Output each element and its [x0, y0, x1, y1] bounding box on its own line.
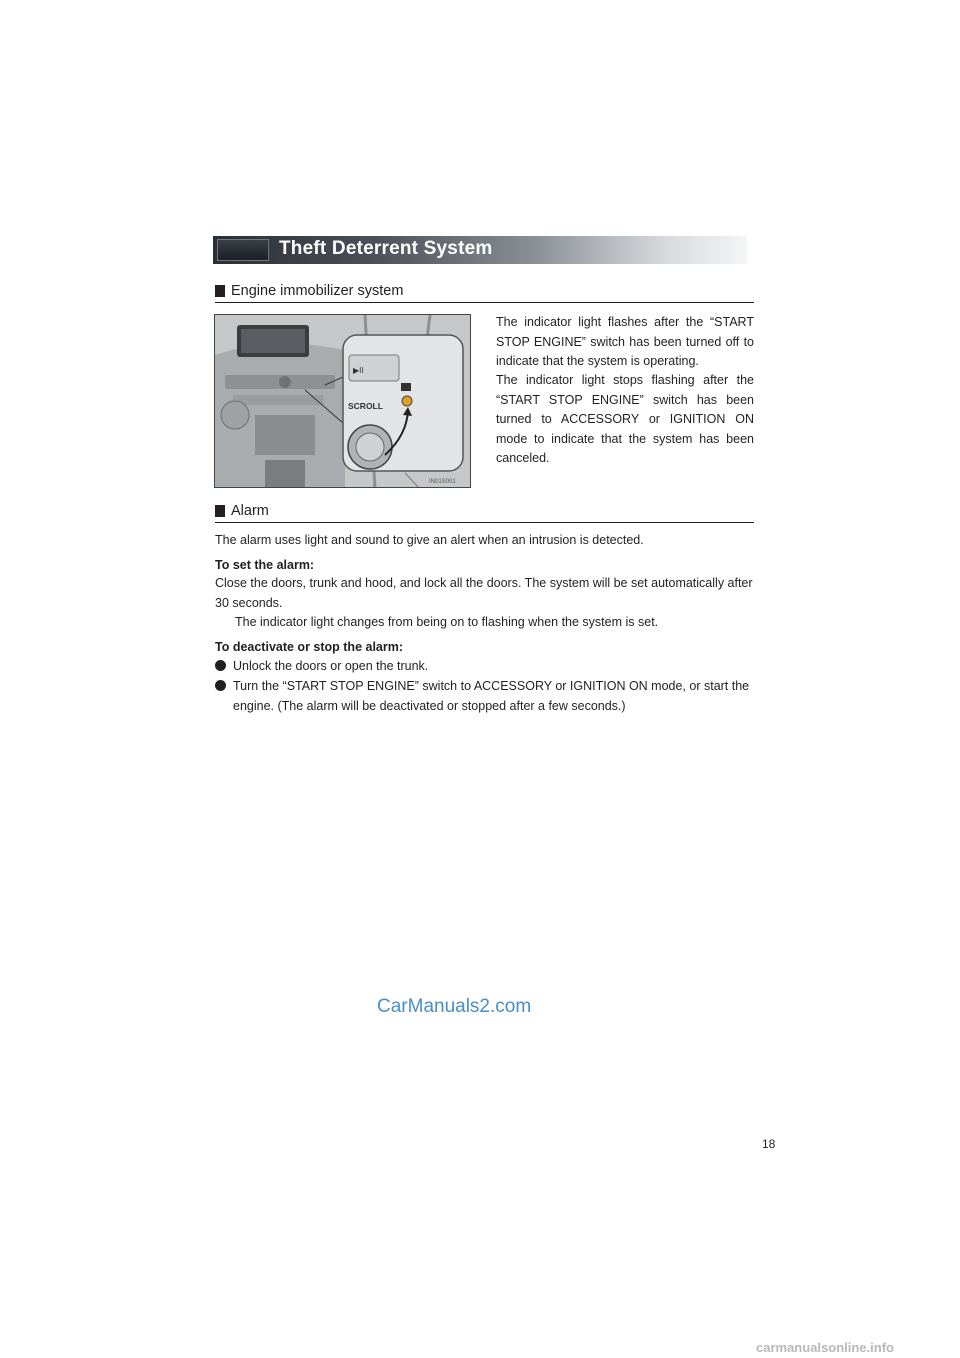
alarm-intro: The alarm uses light and sound to give an alert when an intrusion is detected.: [215, 533, 644, 547]
immobilizer-heading-label: Engine immobilizer system: [231, 283, 404, 299]
immobilizer-para-2: The indicator light stops flashing after the “START STOP ENGINE” switch has been turned to ACCESSORY or IGNITION ON mode to indicate that the system has been canceled.: [496, 373, 754, 465]
heading-square-icon: [215, 285, 225, 297]
set-alarm-text: Close the doors, trunk and hood, and lock all the doors. The system will be set automatically after 30 seconds.: [215, 576, 753, 610]
stop-alarm-heading: To deactivate or stop the alarm:: [215, 640, 404, 654]
watermark-link[interactable]: CarManuals2.com: [377, 996, 532, 1017]
immobilizer-heading: [215, 283, 754, 303]
dashboard-svg: [215, 315, 471, 488]
heading-square-icon: [215, 505, 225, 517]
list-item-text: Unlock the doors or open the trunk.: [233, 659, 429, 673]
figure-code: IN01S001: [429, 479, 456, 485]
bullet-icon: [215, 660, 226, 671]
dashboard-illustration: [214, 314, 471, 488]
list-item: [215, 676, 755, 716]
set-alarm-heading: To set the alarm:: [215, 558, 315, 572]
section-title-bar: [213, 236, 747, 264]
footer-watermark: carmanualsonline.info: [756, 1340, 894, 1355]
list-item-text: Turn the “START STOP ENGINE” switch to ACCESSORY or IGNITION ON mode, or start the engine. (The alarm will be deactivated or stopped after a few seconds.): [233, 679, 750, 713]
alarm-heading-label: Alarm: [231, 503, 269, 519]
immobilizer-para-1: The indicator light flashes after the “START STOP ENGINE” switch has been turned off to indicate that the system is operating.: [496, 315, 754, 368]
page-title: Theft Deterrent System: [279, 238, 493, 259]
scroll-label: SCROLL: [348, 401, 383, 411]
set-alarm-note: The indicator light changes from being on to flashing when the system is set.: [235, 615, 659, 629]
title-chip-graphic: [217, 239, 269, 261]
list-item: [215, 656, 755, 676]
alarm-heading: [215, 503, 754, 523]
svg-text:▶II: ▶II: [353, 366, 364, 375]
bullet-icon: [215, 680, 226, 691]
page-number: 18: [762, 1137, 776, 1151]
